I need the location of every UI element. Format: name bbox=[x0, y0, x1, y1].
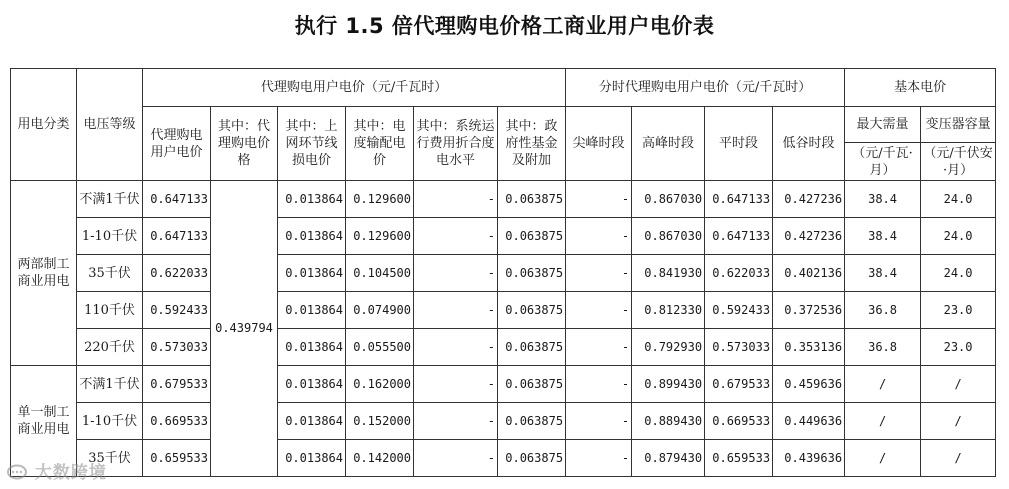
merged-proxy-purchase-price: 0.439794 bbox=[211, 181, 278, 477]
proxy-price-cell: 0.679533 bbox=[143, 366, 211, 403]
peak-price-cell: 0.841930 bbox=[632, 255, 705, 292]
flat-price-cell: 0.669533 bbox=[705, 403, 773, 440]
sharp-peak-cell: - bbox=[566, 366, 632, 403]
table-row bbox=[11, 292, 996, 329]
voltage-cell: 不满1千伏 bbox=[77, 366, 143, 403]
max-demand-cell: / bbox=[845, 440, 921, 477]
transformer-cell: / bbox=[921, 440, 996, 477]
flat-price-cell: 0.679533 bbox=[705, 366, 773, 403]
voltage-cell: 35千伏 bbox=[77, 440, 143, 477]
transformer-cell: / bbox=[921, 366, 996, 403]
price-table bbox=[10, 68, 996, 477]
max-demand-cell: 38.4 bbox=[845, 255, 921, 292]
fund-cell: 0.063875 bbox=[498, 292, 566, 329]
header-of-loss: 其中：上网环节线损电价 bbox=[278, 107, 346, 181]
proxy-price-cell: 0.647133 bbox=[143, 218, 211, 255]
table-row bbox=[11, 255, 996, 292]
transformer-cell: 23.0 bbox=[921, 292, 996, 329]
fund-cell: 0.063875 bbox=[498, 403, 566, 440]
max-demand-cell: 38.4 bbox=[845, 218, 921, 255]
transmission-price-cell: 0.074900 bbox=[346, 292, 414, 329]
transformer-cell: 24.0 bbox=[921, 255, 996, 292]
flat-price-cell: 0.622033 bbox=[705, 255, 773, 292]
loss-price-cell: 0.013864 bbox=[278, 218, 346, 255]
proxy-price-cell: 0.647133 bbox=[143, 181, 211, 218]
proxy-price-cell: 0.669533 bbox=[143, 403, 211, 440]
voltage-cell: 220千伏 bbox=[77, 329, 143, 366]
transmission-price-cell: 0.162000 bbox=[346, 366, 414, 403]
peak-price-cell: 0.867030 bbox=[632, 218, 705, 255]
flat-price-cell: 0.647133 bbox=[705, 181, 773, 218]
proxy-price-cell: 0.573033 bbox=[143, 329, 211, 366]
header-transformer-unit: （元/千伏安·月） bbox=[921, 143, 996, 181]
valley-price-cell: 0.427236 bbox=[773, 181, 845, 218]
table-row bbox=[11, 181, 996, 218]
system-cost-cell: - bbox=[414, 329, 498, 366]
table-row bbox=[11, 440, 996, 477]
sharp-peak-cell: - bbox=[566, 329, 632, 366]
loss-price-cell: 0.013864 bbox=[278, 255, 346, 292]
fund-cell: 0.063875 bbox=[498, 181, 566, 218]
header-group-proxy: 代理购电用户电价（元/千瓦时） bbox=[143, 69, 566, 107]
valley-price-cell: 0.402136 bbox=[773, 255, 845, 292]
transmission-price-cell: 0.142000 bbox=[346, 440, 414, 477]
watermark-text: 大数跨境 bbox=[34, 463, 107, 483]
valley-price-cell: 0.439636 bbox=[773, 440, 845, 477]
header-sharp-peak: 尖峰时段 bbox=[566, 107, 632, 181]
system-cost-cell: - bbox=[414, 440, 498, 477]
table-row bbox=[11, 218, 996, 255]
chat-bubble-icon bbox=[6, 464, 28, 482]
peak-price-cell: 0.879430 bbox=[632, 440, 705, 477]
transmission-price-cell: 0.129600 bbox=[346, 181, 414, 218]
table-row bbox=[11, 329, 996, 366]
watermark bbox=[6, 458, 107, 483]
system-cost-cell: - bbox=[414, 292, 498, 329]
loss-price-cell: 0.013864 bbox=[278, 292, 346, 329]
header-proxy-price: 代理购电用户电价 bbox=[143, 107, 211, 181]
page-title: 执行 1.5 倍代理购电价格工商业用户电价表 bbox=[294, 14, 715, 38]
voltage-cell: 35千伏 bbox=[77, 255, 143, 292]
system-cost-cell: - bbox=[414, 218, 498, 255]
proxy-price-cell: 0.592433 bbox=[143, 292, 211, 329]
loss-price-cell: 0.013864 bbox=[278, 181, 346, 218]
peak-price-cell: 0.867030 bbox=[632, 181, 705, 218]
header-of-proxy: 其中：代理购电价格 bbox=[211, 107, 278, 181]
max-demand-cell: 36.8 bbox=[845, 292, 921, 329]
category-cell: 两部制工商业用电 bbox=[11, 181, 77, 366]
valley-price-cell: 0.459636 bbox=[773, 366, 845, 403]
table-row bbox=[11, 366, 996, 403]
transmission-price-cell: 0.129600 bbox=[346, 218, 414, 255]
category-cell: 单一制工商业用电 bbox=[11, 366, 77, 477]
header-of-system: 其中：系统运行费用折合度电水平 bbox=[414, 107, 498, 181]
flat-price-cell: 0.592433 bbox=[705, 292, 773, 329]
fund-cell: 0.063875 bbox=[498, 366, 566, 403]
loss-price-cell: 0.013864 bbox=[278, 366, 346, 403]
sharp-peak-cell: - bbox=[566, 292, 632, 329]
valley-price-cell: 0.449636 bbox=[773, 403, 845, 440]
flat-price-cell: 0.573033 bbox=[705, 329, 773, 366]
loss-price-cell: 0.013864 bbox=[278, 403, 346, 440]
header-max-demand-unit: （元/千瓦·月） bbox=[845, 143, 921, 181]
header-group-tou: 分时代理购电用户电价（元/千瓦时） bbox=[566, 69, 845, 107]
system-cost-cell: - bbox=[414, 403, 498, 440]
loss-price-cell: 0.013864 bbox=[278, 440, 346, 477]
transformer-cell: 24.0 bbox=[921, 181, 996, 218]
sharp-peak-cell: - bbox=[566, 218, 632, 255]
fund-cell: 0.063875 bbox=[498, 440, 566, 477]
max-demand-cell: / bbox=[845, 403, 921, 440]
peak-price-cell: 0.889430 bbox=[632, 403, 705, 440]
fund-cell: 0.063875 bbox=[498, 329, 566, 366]
max-demand-cell: / bbox=[845, 366, 921, 403]
system-cost-cell: - bbox=[414, 181, 498, 218]
flat-price-cell: 0.659533 bbox=[705, 440, 773, 477]
transmission-price-cell: 0.104500 bbox=[346, 255, 414, 292]
transmission-price-cell: 0.055500 bbox=[346, 329, 414, 366]
header-of-fund: 其中：政府性基金及附加 bbox=[498, 107, 566, 181]
transmission-price-cell: 0.152000 bbox=[346, 403, 414, 440]
valley-price-cell: 0.353136 bbox=[773, 329, 845, 366]
fund-cell: 0.063875 bbox=[498, 255, 566, 292]
header-category: 用电分类 bbox=[11, 69, 77, 181]
header-transformer: 变压器容量 bbox=[921, 107, 996, 143]
table-row bbox=[11, 403, 996, 440]
max-demand-cell: 36.8 bbox=[845, 329, 921, 366]
header-valley: 低谷时段 bbox=[773, 107, 845, 181]
system-cost-cell: - bbox=[414, 255, 498, 292]
transformer-cell: 24.0 bbox=[921, 218, 996, 255]
voltage-cell: 1-10千伏 bbox=[77, 403, 143, 440]
max-demand-cell: 38.4 bbox=[845, 181, 921, 218]
transformer-cell: 23.0 bbox=[921, 329, 996, 366]
fund-cell: 0.063875 bbox=[498, 218, 566, 255]
voltage-cell: 1-10千伏 bbox=[77, 218, 143, 255]
voltage-cell: 不满1千伏 bbox=[77, 181, 143, 218]
system-cost-cell: - bbox=[414, 366, 498, 403]
header-peak: 高峰时段 bbox=[632, 107, 705, 181]
voltage-cell: 110千伏 bbox=[77, 292, 143, 329]
transformer-cell: / bbox=[921, 403, 996, 440]
header-of-transmission: 其中：电度输配电价 bbox=[346, 107, 414, 181]
header-group-basic: 基本电价 bbox=[845, 69, 996, 107]
header-flat: 平时段 bbox=[705, 107, 773, 181]
proxy-price-cell: 0.659533 bbox=[143, 440, 211, 477]
proxy-price-cell: 0.622033 bbox=[143, 255, 211, 292]
sharp-peak-cell: - bbox=[566, 255, 632, 292]
valley-price-cell: 0.427236 bbox=[773, 218, 845, 255]
table-body bbox=[11, 181, 996, 477]
sharp-peak-cell: - bbox=[566, 440, 632, 477]
peak-price-cell: 0.812330 bbox=[632, 292, 705, 329]
valley-price-cell: 0.372536 bbox=[773, 292, 845, 329]
flat-price-cell: 0.647133 bbox=[705, 218, 773, 255]
header-max-demand: 最大需量 bbox=[845, 107, 921, 143]
sharp-peak-cell: - bbox=[566, 181, 632, 218]
peak-price-cell: 0.899430 bbox=[632, 366, 705, 403]
peak-price-cell: 0.792930 bbox=[632, 329, 705, 366]
sharp-peak-cell: - bbox=[566, 403, 632, 440]
header-voltage: 电压等级 bbox=[77, 69, 143, 181]
loss-price-cell: 0.013864 bbox=[278, 329, 346, 366]
